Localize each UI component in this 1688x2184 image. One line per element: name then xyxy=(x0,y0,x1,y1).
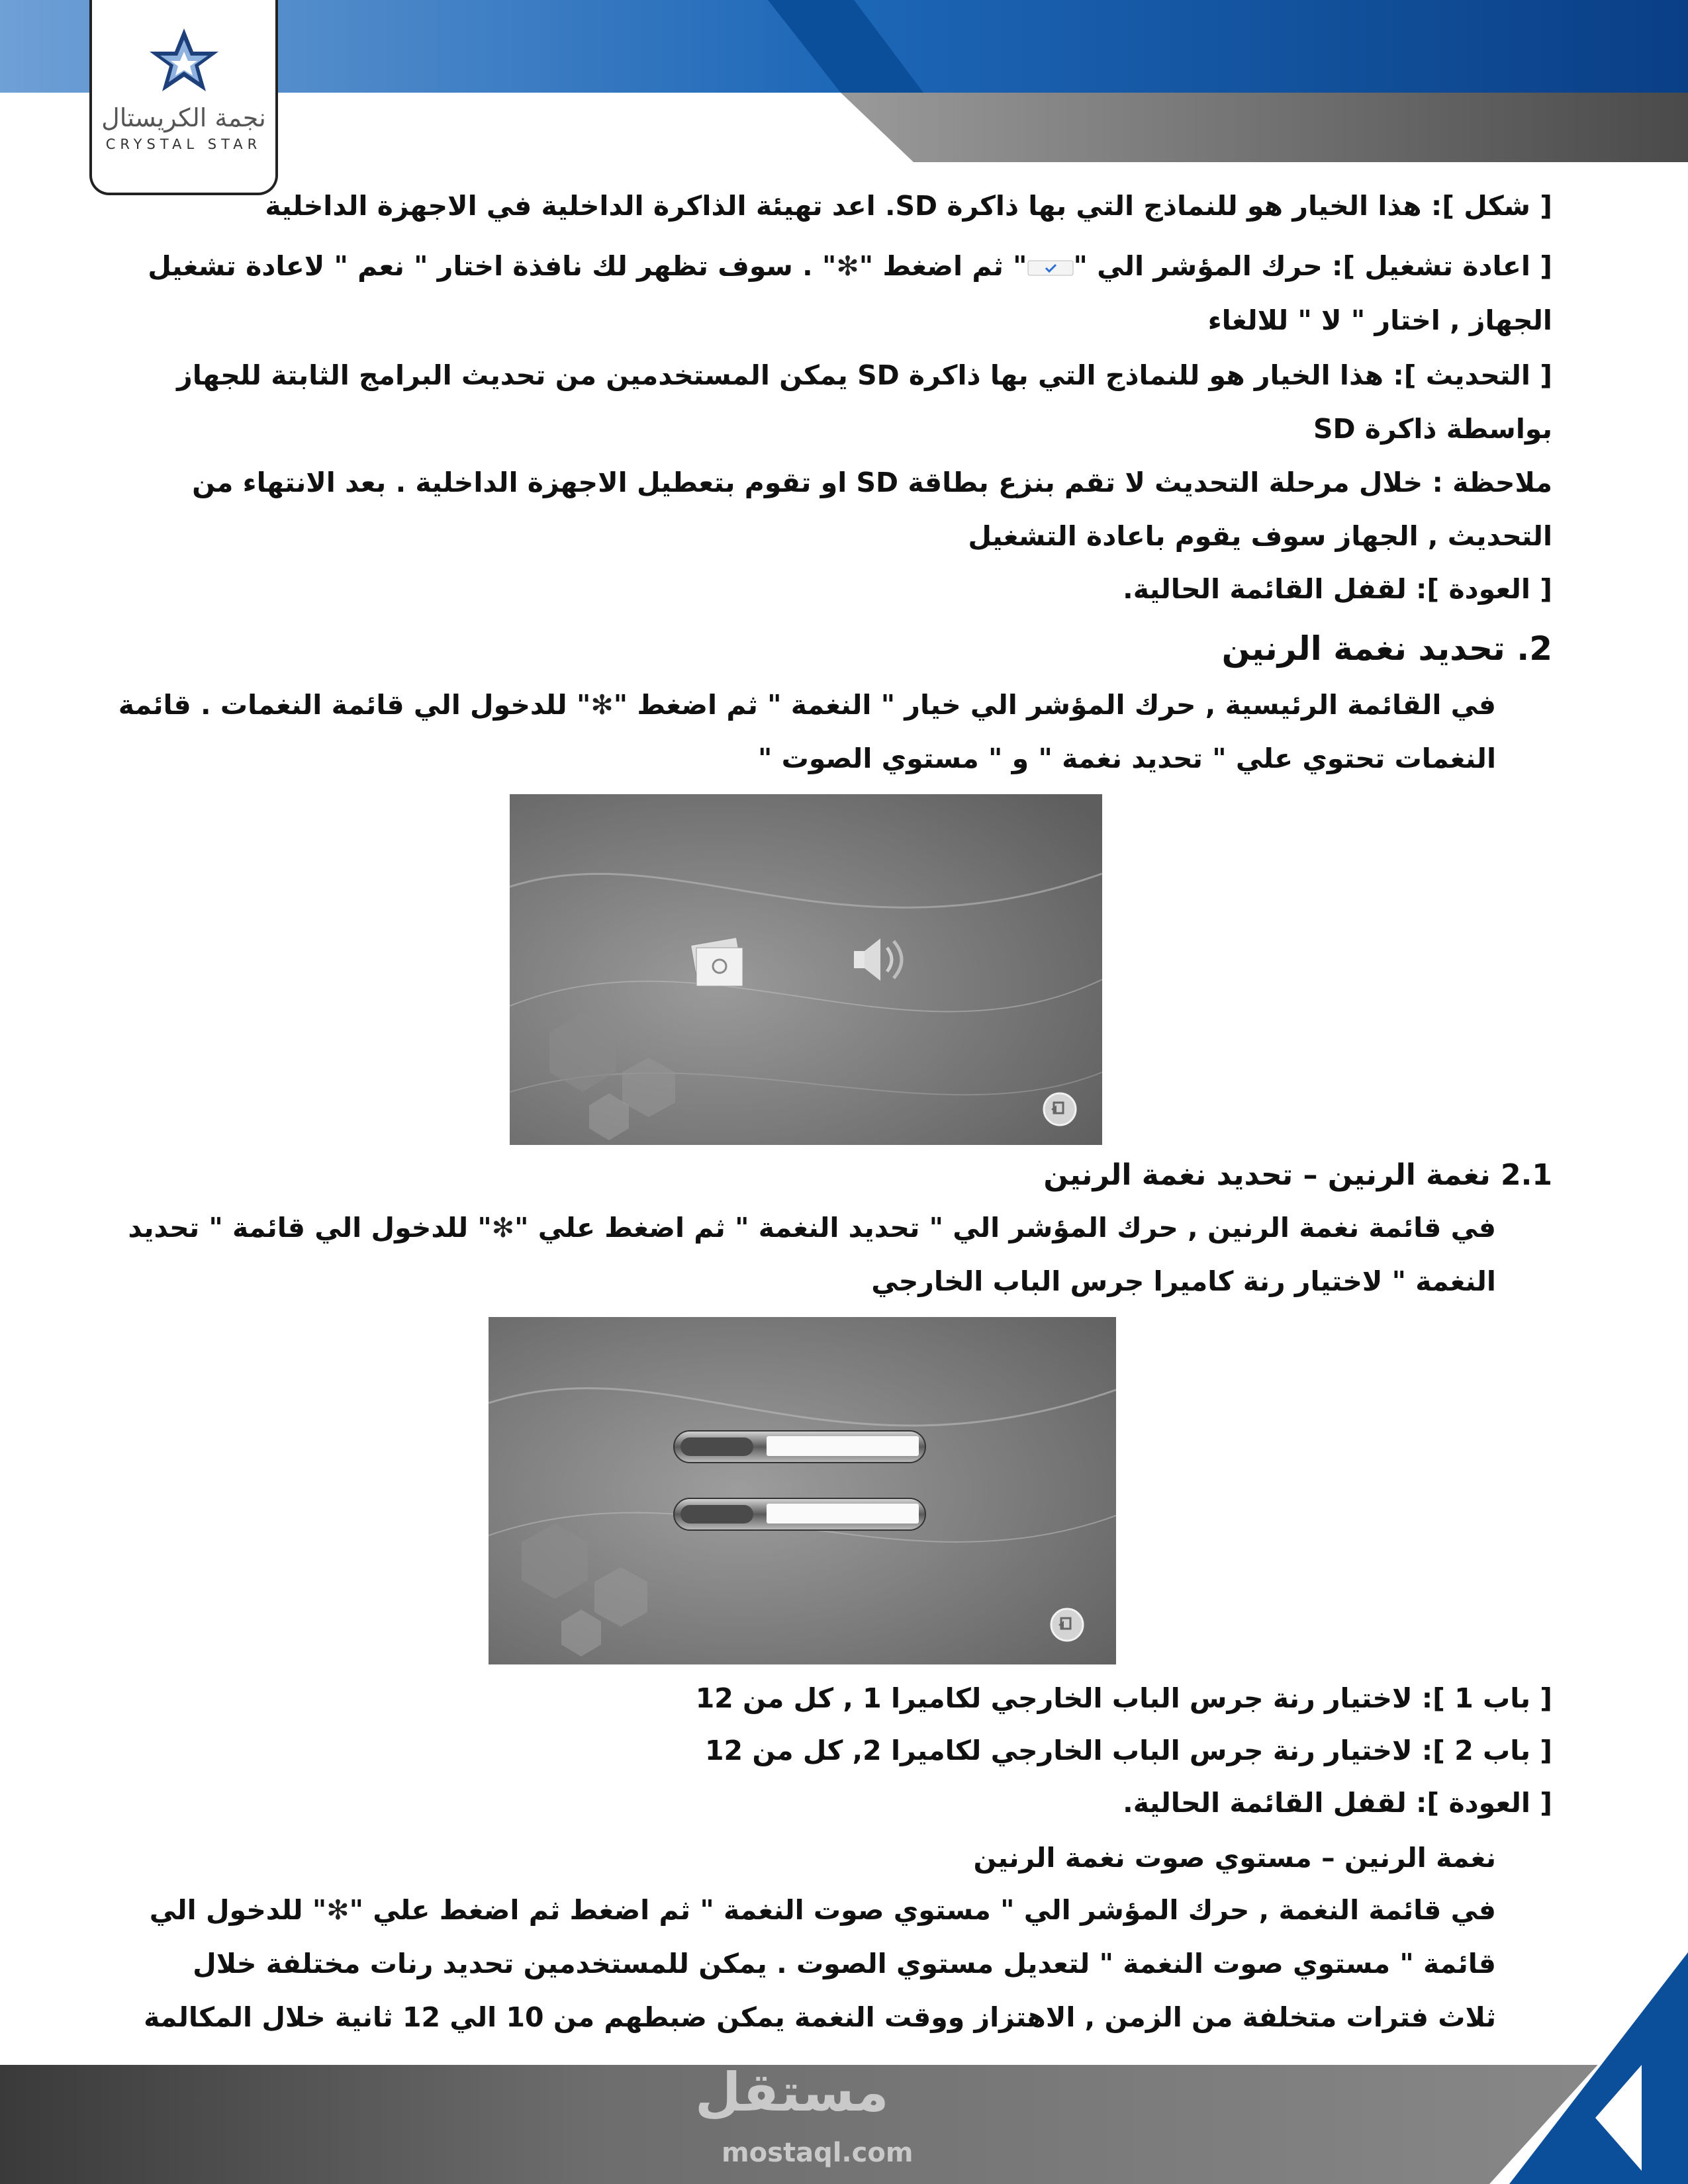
select-tone-screenshot xyxy=(489,1317,1116,1664)
section-2-1-heading: 2.1 نغمة الرنين – تحديد نغمة الرنين xyxy=(1043,1158,1552,1192)
gear-icon: ✻ xyxy=(326,1894,350,1926)
back-button[interactable] xyxy=(1051,1609,1083,1641)
note-paragraph-line1: ملاحظة : خلال مرحلة التحديث لا تقم بنزع بطاقة SD او تقوم بتعطيل الاجهزة الداخلية . بعد الانتهاء من xyxy=(192,467,1552,498)
gear-icon: ✻ xyxy=(836,250,859,282)
door1-tone-field[interactable] xyxy=(674,1431,925,1463)
logo-card xyxy=(89,0,278,195)
corner-decoration xyxy=(1509,1952,1688,2184)
volume-paragraph-line2: قائمة " مستوي صوت النغمة " لتعديل مستوي الصوت . يمكن للمستخدمين تحديد رنات مختلفة خلال xyxy=(193,1948,1496,1979)
watermark-arabic: مستقل xyxy=(695,2062,889,2123)
restart-paragraph-line2: الجهاز , اختار " لا " للالغاء xyxy=(1207,304,1552,336)
back-paragraph-1: [ العودة ]: لقفل القائمة الحالية. xyxy=(1123,573,1552,605)
logo-arabic-text: نجمة الكريستال xyxy=(101,103,266,132)
volume-section-heading: نغمة الرنين – مستوي صوت نغمة الرنين xyxy=(973,1842,1496,1874)
door-2-paragraph: [ باب 2 ]: لاختيار رنة جرس الباب الخارجي لكاميرا 2, كل من 12 xyxy=(704,1735,1552,1766)
crystal-star-logo-icon xyxy=(144,25,224,98)
section-2-heading: 2. تحديد نغمة الرنين xyxy=(1221,629,1552,668)
door-1-paragraph: [ باب 1 ]: لاختيار رنة جرس الباب الخارجي لكاميرا 1 , كل من 12 xyxy=(695,1682,1552,1714)
gear-icon: ✻ xyxy=(590,689,614,721)
note-paragraph-line2: التحديث , الجهاز سوف يقوم باعادة التشغيل xyxy=(968,520,1552,552)
gear-icon: ✻ xyxy=(491,1212,515,1244)
watermark-english: mostaql.com xyxy=(722,2138,914,2168)
ringtone-menu-screenshot xyxy=(510,794,1102,1145)
door2-tone-field[interactable] xyxy=(674,1498,925,1530)
back-paragraph-2: [ العودة ]: لقفل القائمة الحالية. xyxy=(1123,1787,1552,1819)
ringtone-folder-icon[interactable] xyxy=(690,937,743,986)
ringtone-paragraph-line2: النغمات تحتوي علي " تحديد نغمة " و " مستوي الصوت " xyxy=(757,743,1496,774)
logo-english-text: CRYSTAL STAR xyxy=(105,136,262,152)
back-button[interactable] xyxy=(1044,1093,1076,1125)
select-tone-paragraph-line2: النغمة " لاختيار رنة كاميرا جرس الباب الخارجي xyxy=(871,1265,1496,1297)
volume-paragraph-line1: في قائمة النغمة , حرك المؤشر الي " مستوي صوت النغمة " ثم اضغط ثم اضغط علي "✻" للدخول الي xyxy=(149,1894,1496,1926)
format-paragraph: [ شكل ]: هذا الخيار هو للنماذج التي بها ذاكرة SD. اعد تهيئة الذاكرة الداخلية في الاجهزة الداخلية xyxy=(265,190,1552,222)
restart-paragraph-line1: [ اعادة تشغيل ]: حرك المؤشر الي "" ثم اضغط "✻" . سوف تظهر لك نافذة اختار " نعم " لاعادة تشغيل xyxy=(148,250,1552,282)
update-paragraph-line2: بواسطة ذاكرة SD xyxy=(1313,413,1552,445)
update-paragraph-line1: [ التحديث ]: هذا الخيار هو للنماذج التي بها ذاكرة SD يمكن المستخدمين من تحديث البرامج الثابتة للجهاز xyxy=(177,359,1552,391)
select-tone-paragraph-line1: في قائمة نغمة الرنين , حرك المؤشر الي " تحديد النغمة " ثم اضغط علي "✻" للدخول الي قائمة " تحديد xyxy=(128,1212,1496,1244)
checkmark-icon xyxy=(1027,259,1074,277)
volume-paragraph-line3: ثلاث فترات متخلفة من الزمن , الاهتزاز ووقت النغمة يمكن ضبطهم من 10 الي 12 ثانية خلال المكالمة xyxy=(144,2001,1496,2033)
ringtone-paragraph-line1: في القائمة الرئيسية , حرك المؤشر الي خيار " النغمة " ثم اضغط "✻" للدخول الي قائمة النغمات . قائمة xyxy=(118,689,1496,721)
